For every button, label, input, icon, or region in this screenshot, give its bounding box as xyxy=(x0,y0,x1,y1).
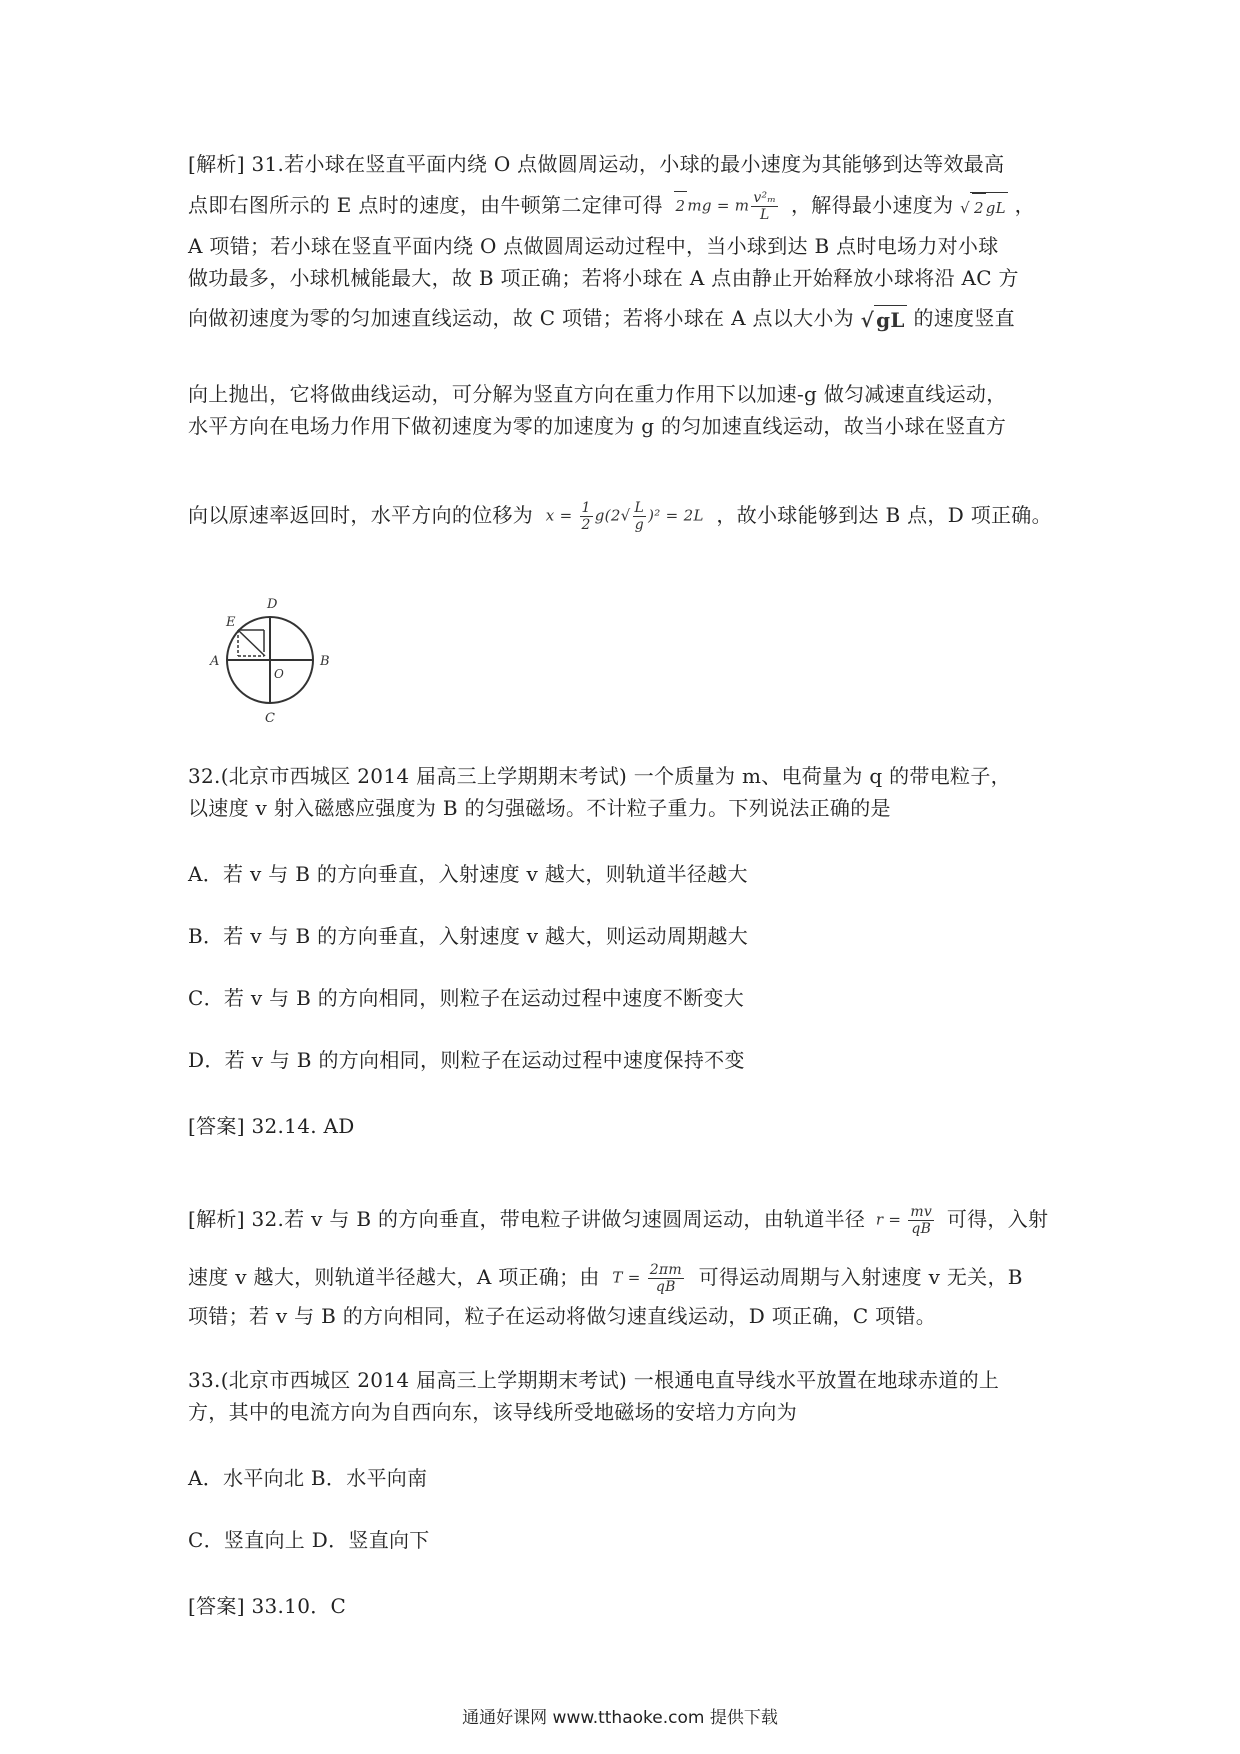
text-segment: ，解得最小速度为 xyxy=(791,193,954,217)
text-line-optC: C．若 v 与 B 的方向相同，则粒子在运动过程中速度不断变大 xyxy=(188,986,745,1010)
explanation-31-line-2 xyxy=(188,190,1035,223)
explanation-31-line-6 xyxy=(188,304,1015,334)
text-segment: 可得运动周期与入射速度 v 无关，B xyxy=(698,1265,1023,1289)
text-line-q33a: 33.(北京市西城区 2014 届高三上学期期末考试) 一根通电直导线水平放置在地球赤道的上 xyxy=(188,1368,1000,1392)
formula-radius: r = $\frac{mv}{qB}$ xyxy=(875,1204,933,1237)
text-line-q33o2: C．竖直向上 D．竖直向下 xyxy=(188,1528,430,1552)
text-segment: 可得，入射 xyxy=(946,1207,1049,1231)
explanation-32-line-1 xyxy=(188,1204,1048,1237)
text-segment: 的速度竖直 xyxy=(913,306,1015,330)
footer-watermark: 通通好课网 www.tthaoke.com 提供下载 xyxy=(462,1708,778,1728)
formula-newton-second-law: 2 mg = m $\frac{\text{v²ₘ}}{L}$ xyxy=(675,190,777,223)
label-O: O xyxy=(274,667,284,681)
text-segment: 向做初速度为零的匀加速直线运动，故 C 项错；若将小球在 A 点以大小为 xyxy=(188,306,854,330)
text-line-optD: D．若 v 与 B 的方向相同，则粒子在运动过程中速度保持不变 xyxy=(188,1048,745,1072)
formula-period: T = $\frac{2\pi m}{qB}$ xyxy=(612,1262,682,1295)
text-segment: 点即右图所示的 E 点时的速度，由牛顿第二定律可得 xyxy=(188,193,663,217)
text-line-optA: A．若 v 与 B 的方向垂直，入射速度 v 越大，则轨道半径越大 xyxy=(188,862,748,886)
text-line-l4: A 项错；若小球在竖直平面内绕 O 点做圆周运动过程中，当小球到达 B 点时电场力对小球 xyxy=(188,234,999,258)
text-line-q33b: 方，其中的电流方向为自西向东，该导线所受地磁场的安培力方向为 xyxy=(188,1400,797,1424)
text-line-ans33: [答案] 33.10．C xyxy=(188,1594,347,1618)
text-segment: ，故小球能够到达 B 点，D 项正确。 xyxy=(716,503,1052,527)
text-segment: 速度 v 越大，则轨道半径越大，A 项正确；由 xyxy=(188,1265,600,1289)
text-line-q33o1: A．水平向北 B．水平向南 xyxy=(188,1466,428,1490)
text-line-optB: B．若 v 与 B 的方向垂直，入射速度 v 越大，则运动周期越大 xyxy=(188,924,749,948)
label-C: C xyxy=(265,711,275,726)
formula-displacement: x = $\frac{1}{2}$ g(2√ $\frac{L}{g}$ )² = 2L xyxy=(545,500,704,533)
text-line-q32a: 32.(北京市西城区 2014 届高三上学期期末考试) 一个质量为 m、电荷量为 q 的带电粒子， xyxy=(188,764,1011,788)
text-line-q32b: 以速度 v 射入磁感应强度为 B 的匀强磁场。不计粒子重力。下列说法正确的是 xyxy=(188,796,891,820)
text-line-l1: [解析] 31.若小球在竖直平面内绕 O 点做圆周运动，小球的最小速度为其能够到达等效最高 xyxy=(188,152,1005,176)
formula-sqrt-gl: √ gL xyxy=(861,305,907,334)
text-line-ans32: [答案] 32.14. AD xyxy=(188,1114,355,1138)
label-A: A xyxy=(210,654,220,669)
text-line-l8: 水平方向在电场力作用下做初速度为零的加速度为 g 的匀加速直线运动，故当小球在竖直方 xyxy=(188,414,1007,438)
formula-min-speed: √ 2 gL xyxy=(960,192,1008,222)
text-line-e32c: 项错；若 v 与 B 的方向相同，粒子在运动将做匀速直线运动，D 项正确，C 项错。 xyxy=(188,1304,937,1328)
text-segment: 向以原速率返回时，水平方向的位移为 xyxy=(188,503,534,527)
text-line-l5: 做功最多，小球机械能最大，故 B 项正确；若将小球在 A 点由静止开始释放小球将沿 AC 方 xyxy=(188,266,1019,290)
text-segment: ， xyxy=(1014,193,1035,217)
text-line-l7: 向上抛出，它将做曲线运动，可分解为竖直方向在重力作用下以加速-g 做匀减速直线运动， xyxy=(188,382,1007,406)
label-E: E xyxy=(226,615,236,630)
text-segment: [解析] 32.若 v 与 B 的方向垂直，带电粒子讲做匀速圆周运动，由轨道半径 xyxy=(188,1207,866,1231)
circle-diagram xyxy=(198,588,358,738)
label-B: B xyxy=(320,654,330,669)
field-line xyxy=(238,630,265,656)
explanation-31-line-9 xyxy=(188,500,1052,533)
label-D: D xyxy=(267,597,278,612)
explanation-32-line-2 xyxy=(188,1262,1023,1295)
